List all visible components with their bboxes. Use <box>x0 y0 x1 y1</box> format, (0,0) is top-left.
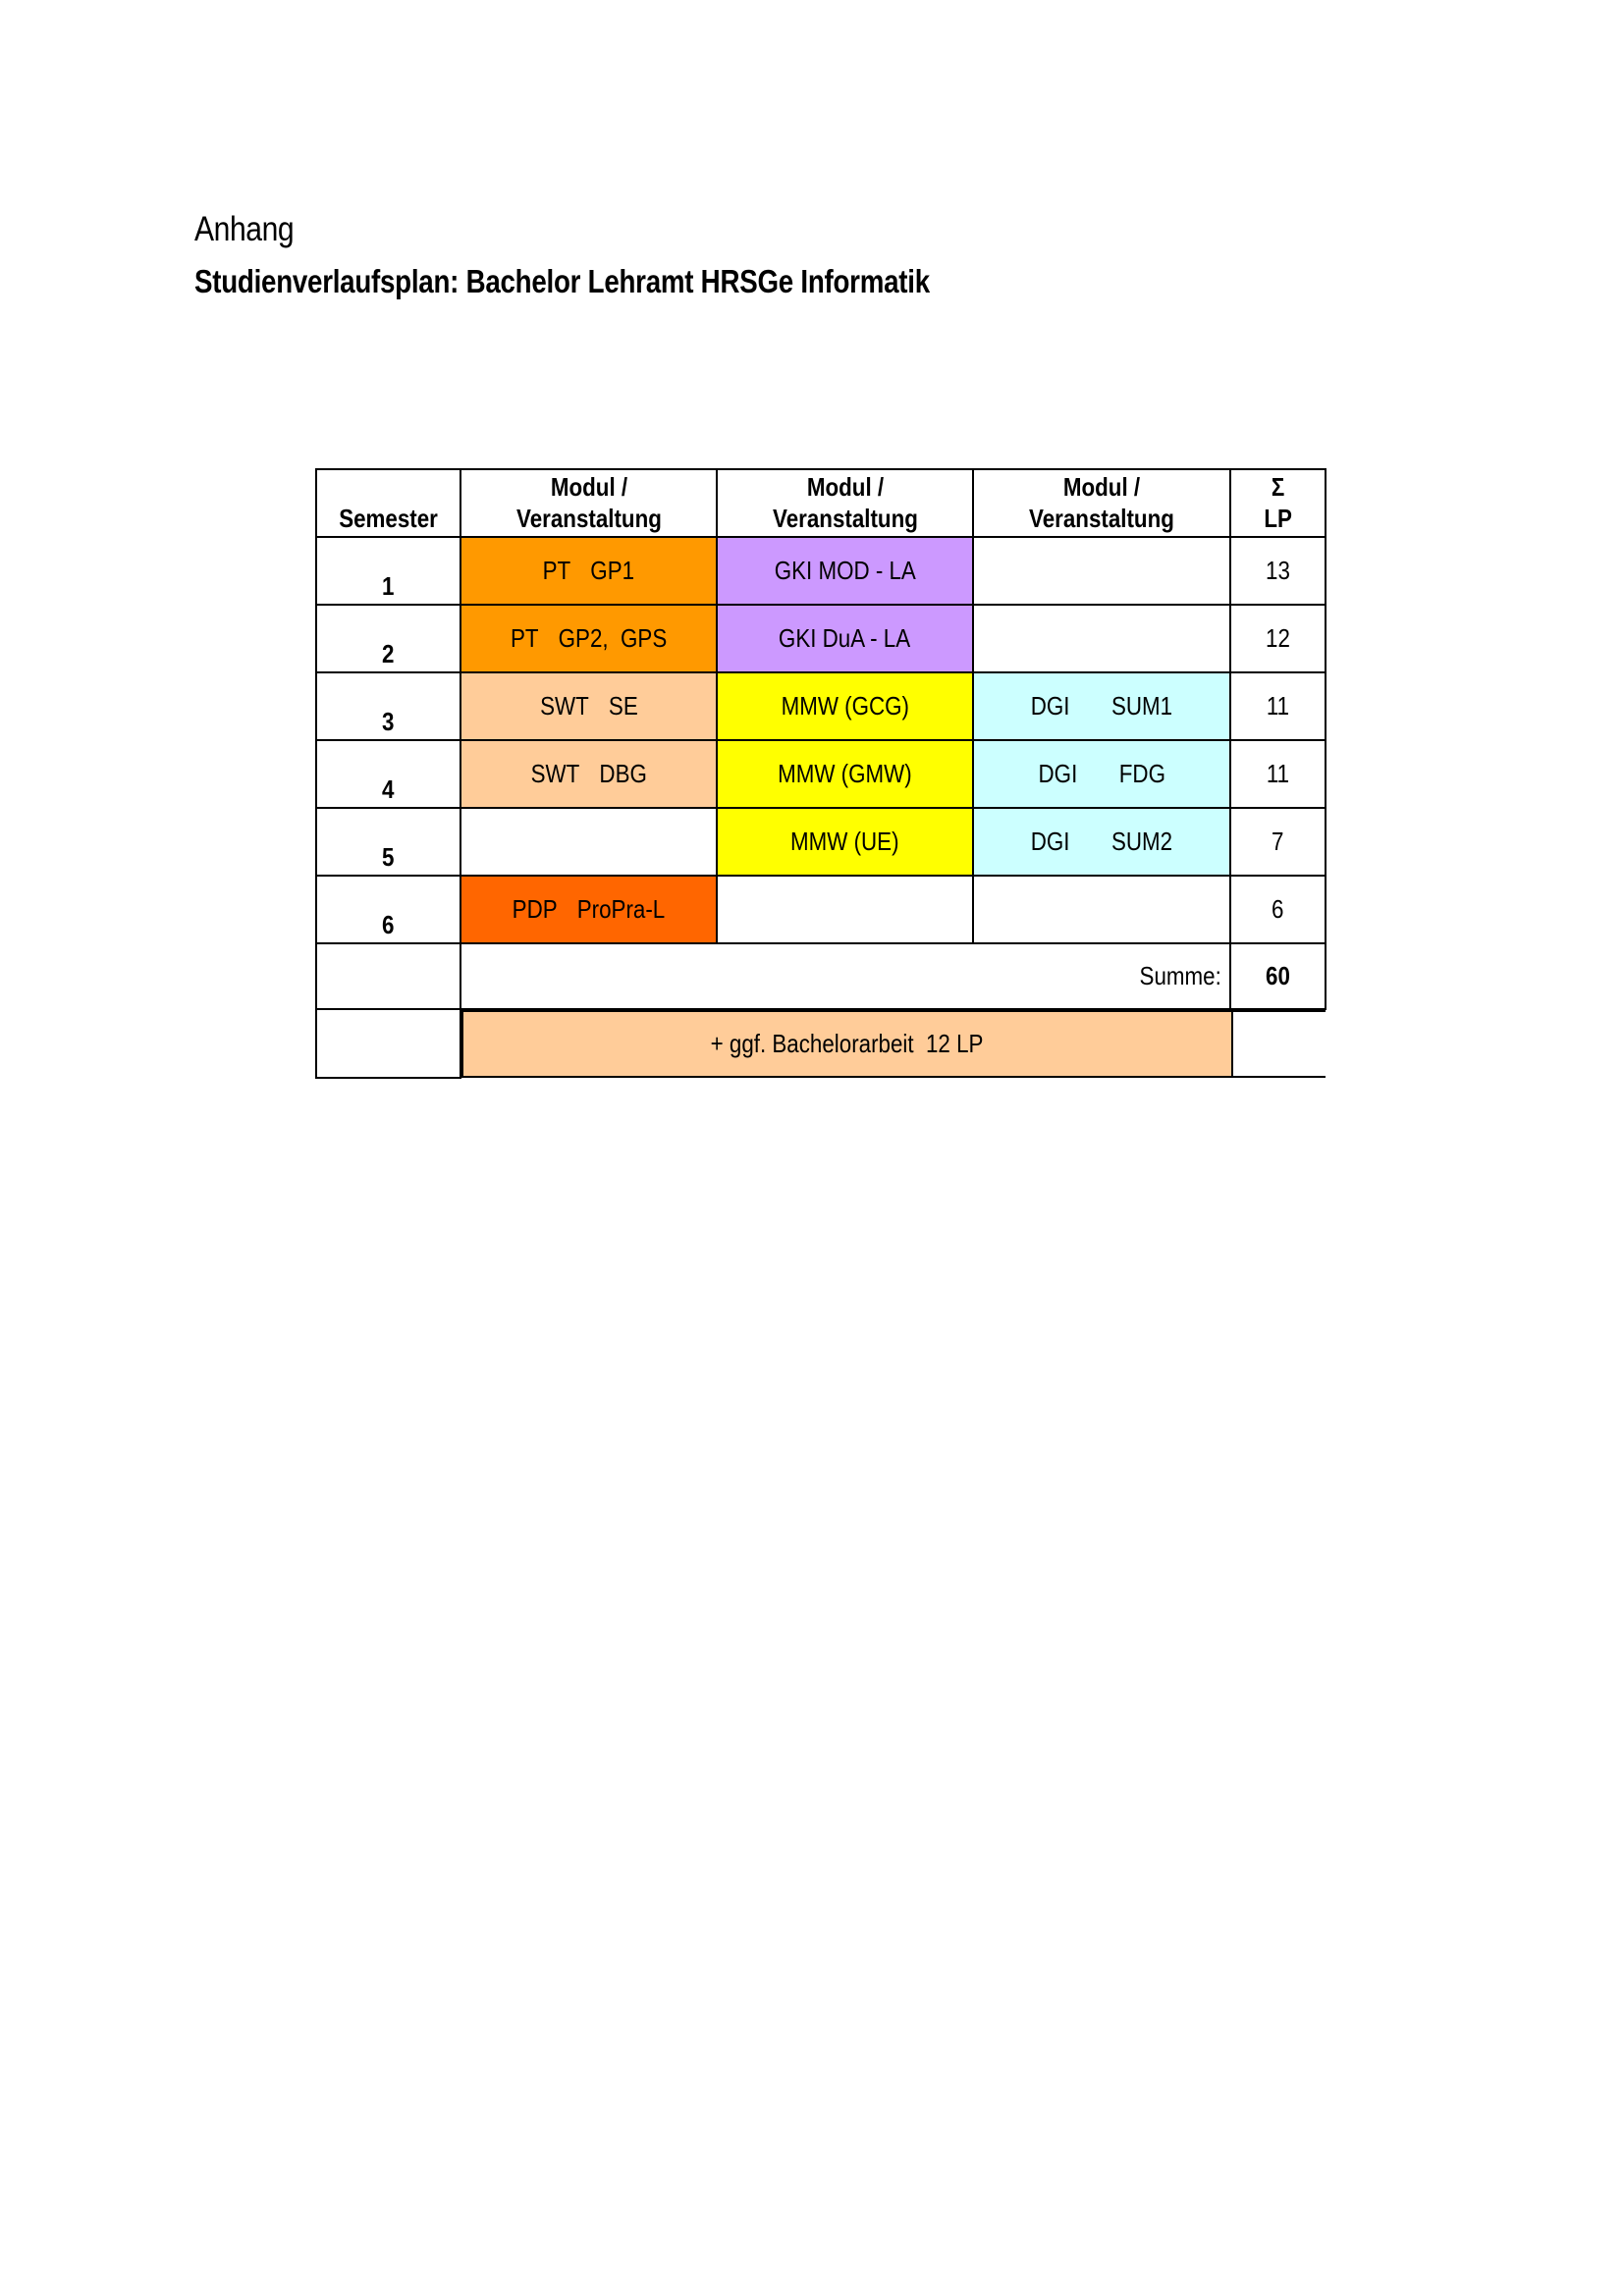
sum-row <box>316 943 1326 1009</box>
module-cell: SWT SE <box>460 672 717 740</box>
lp-cell: 12 <box>1230 605 1326 672</box>
module-cell: PDP ProPra-L <box>460 876 717 943</box>
empty-cell <box>316 943 460 1009</box>
module-cell <box>973 605 1230 672</box>
table-row <box>316 740 1326 808</box>
module-cell: PT GP2, GPS <box>460 605 717 672</box>
empty-cell <box>1232 1011 1326 1077</box>
module-cell: SWT DBG <box>460 740 717 808</box>
module-cell: DGI FDG <box>973 740 1230 808</box>
semester-cell: 6 <box>316 876 460 943</box>
lp-cell: 7 <box>1230 808 1326 876</box>
header-module-3: Modul / Veranstaltung <box>973 469 1230 537</box>
table-header-row <box>316 469 1326 537</box>
lp-cell: 11 <box>1230 740 1326 808</box>
semester-cell: 3 <box>316 672 460 740</box>
lp-cell: 13 <box>1230 537 1326 605</box>
module-cell <box>973 537 1230 605</box>
table-row <box>316 808 1326 876</box>
document-title: Studienverlaufsplan: Bachelor Lehramt HRSGe Informatik <box>194 263 930 299</box>
lp-cell: 11 <box>1230 672 1326 740</box>
table-row <box>316 672 1326 740</box>
module-cell: MMW (GCG) <box>717 672 973 740</box>
module-cell <box>973 876 1230 943</box>
appendix-heading: Anhang <box>194 210 295 248</box>
bachelor-thesis-note: + ggf. Bachelorarbeit 12 LP <box>462 1011 1232 1077</box>
module-cell <box>460 808 717 876</box>
module-cell: MMW (GMW) <box>717 740 973 808</box>
empty-cell <box>316 1009 460 1078</box>
table-row <box>316 537 1326 605</box>
module-cell <box>717 876 973 943</box>
lp-cell: 6 <box>1230 876 1326 943</box>
header-semester: Semester <box>316 469 460 537</box>
module-cell: DGI SUM1 <box>973 672 1230 740</box>
semester-cell: 4 <box>316 740 460 808</box>
study-plan-table <box>315 468 1326 1079</box>
bachelor-thesis-row <box>316 1009 1326 1078</box>
module-cell: DGI SUM2 <box>973 808 1230 876</box>
module-cell: MMW (UE) <box>717 808 973 876</box>
sum-label: Summe: <box>460 943 1230 1009</box>
module-cell: PT GP1 <box>460 537 717 605</box>
module-cell: GKI DuA - LA <box>717 605 973 672</box>
semester-cell: 2 <box>316 605 460 672</box>
table-row <box>316 605 1326 672</box>
header-module-2: Modul / Veranstaltung <box>717 469 973 537</box>
header-module-1: Modul / Veranstaltung <box>460 469 717 537</box>
semester-cell: 5 <box>316 808 460 876</box>
semester-cell: 1 <box>316 537 460 605</box>
table-row <box>316 876 1326 943</box>
header-lp: Σ LP <box>1230 469 1326 537</box>
module-cell: GKI MOD - LA <box>717 537 973 605</box>
sum-value: 60 <box>1230 943 1326 1009</box>
